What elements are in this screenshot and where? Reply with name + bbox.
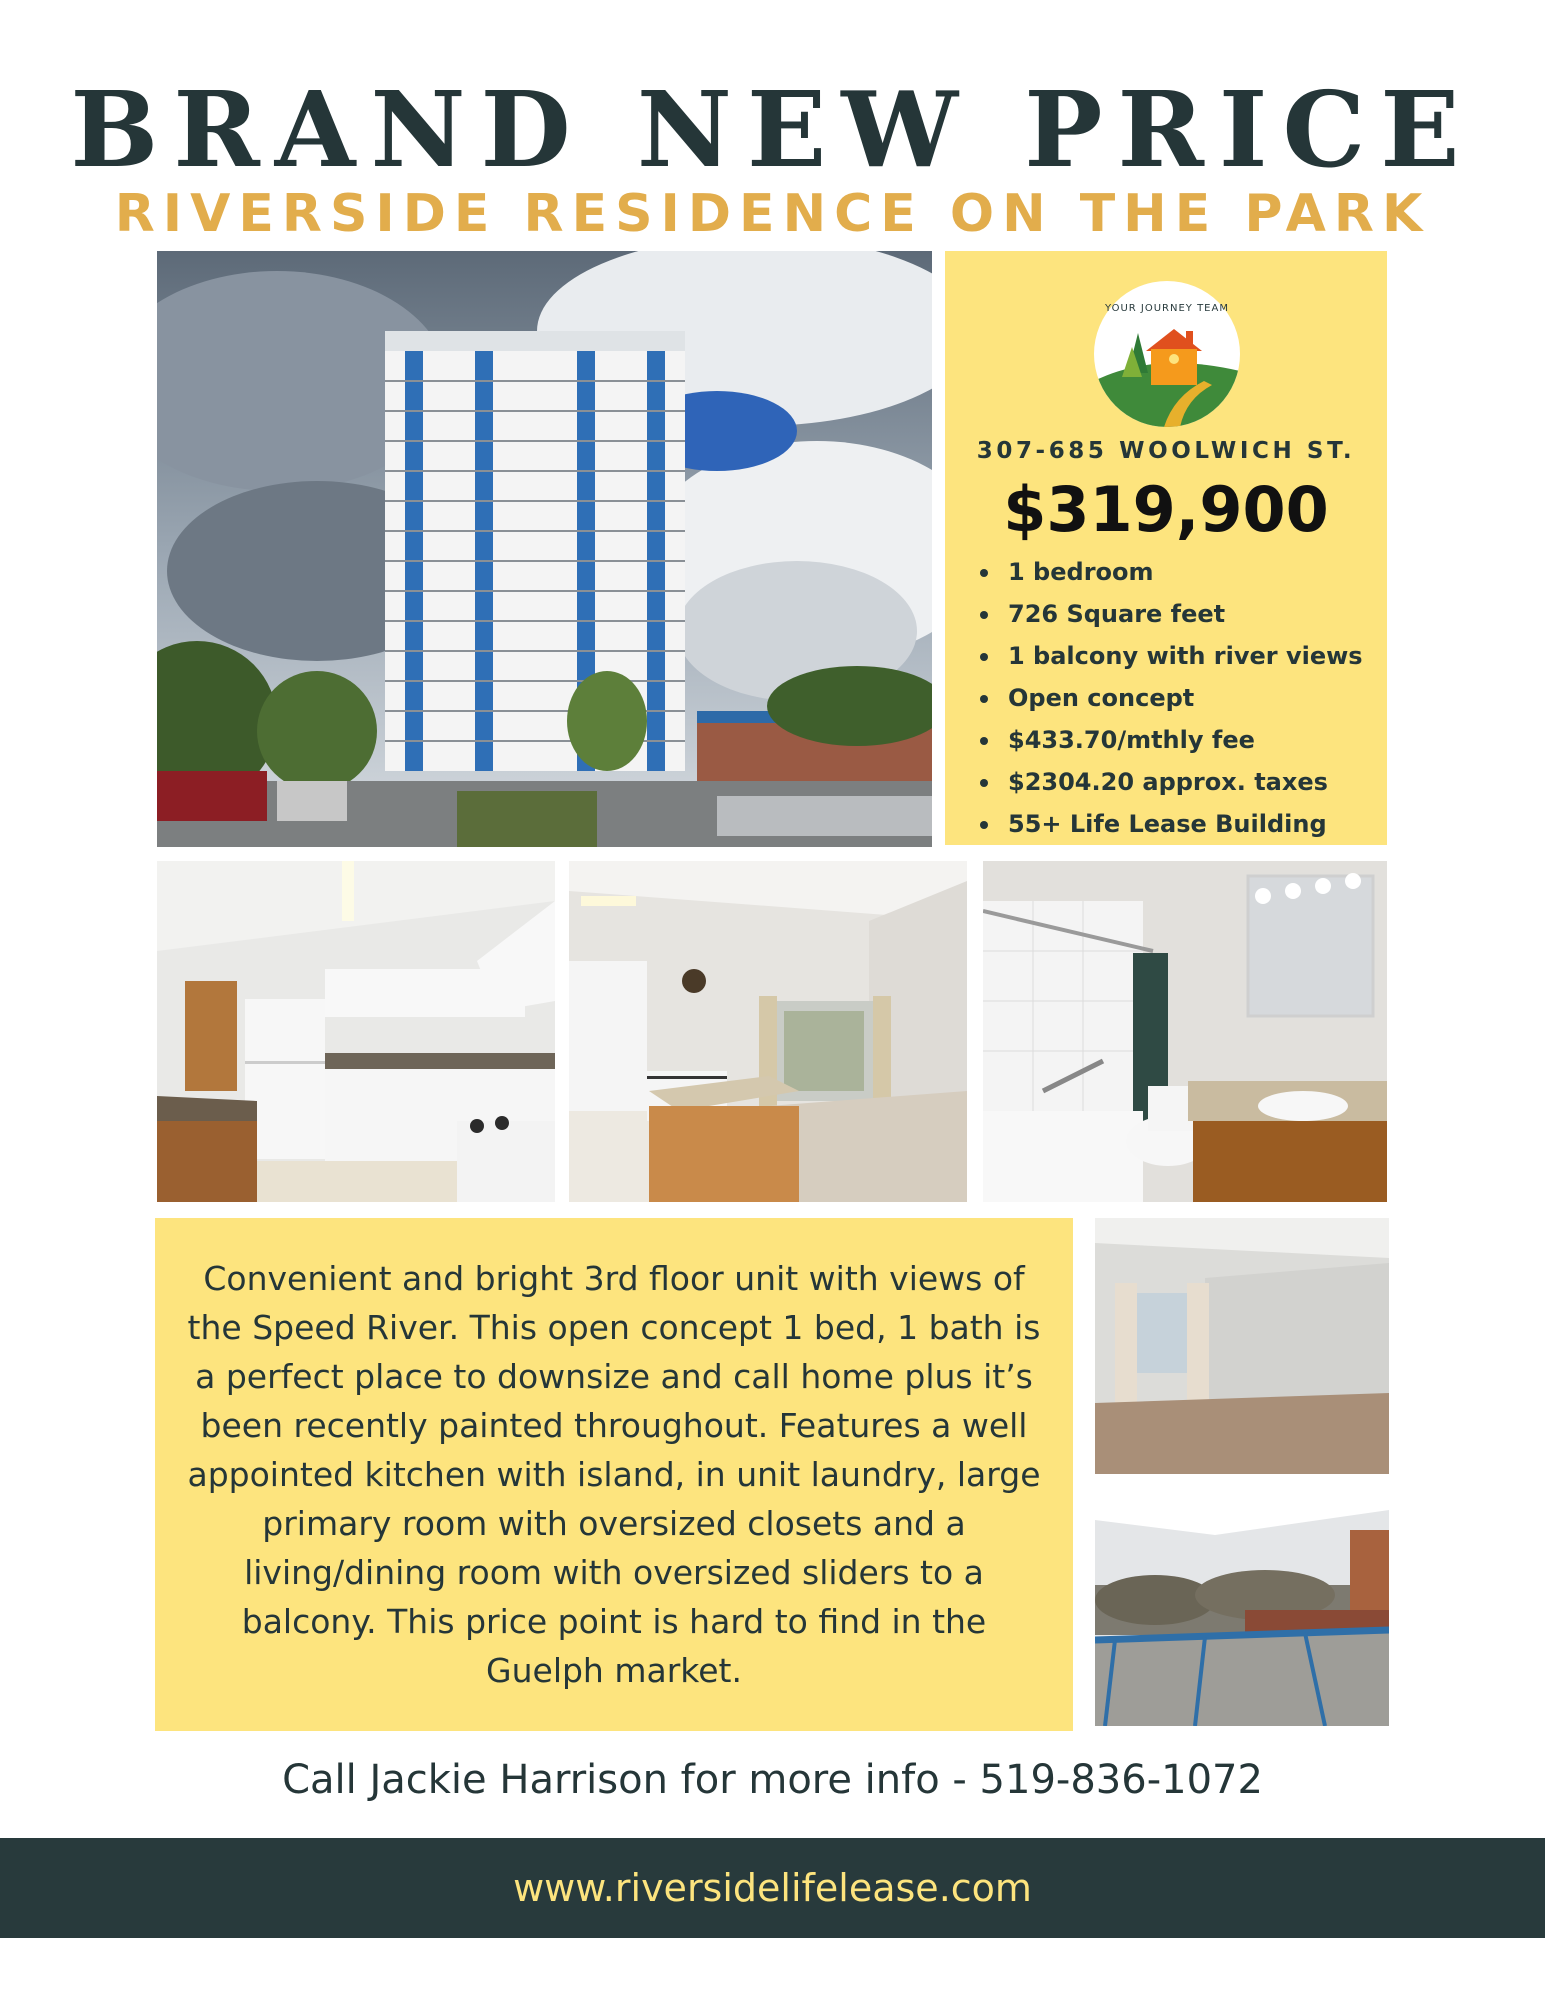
kitchen-photo — [157, 861, 555, 1202]
bedroom-photo — [1095, 1218, 1389, 1474]
description-text: Convenient and bright 3rd floor unit with views of the Speed River. This open concept 1 bed, 1 bath is a perfect place to downsize and call home plus it’s been recently painted throughout. Features a well appointed kitchen with island, in unit laundry, large primary room with oversized closets and a living/dining room with oversized sliders to a balcony. This price point is hard to find in the Guelph market. — [187, 1259, 1041, 1690]
feature-item: 726 Square feet — [978, 593, 1378, 635]
balcony-photo — [1095, 1490, 1389, 1726]
contact-line: Call Jackie Harrison for more info - 519-836-1072 — [282, 1757, 1263, 1803]
feature-item: $433.70/mthly fee — [978, 719, 1378, 761]
headline: BRAND NEW PRICE — [70, 68, 1475, 191]
feature-item: 1 balcony with river views — [978, 635, 1378, 677]
building-exterior-photo — [157, 251, 932, 847]
feature-item: $2304.20 approx. taxes — [978, 761, 1378, 803]
bathroom-photo — [983, 861, 1387, 1202]
feature-list — [978, 551, 1378, 845]
website-link[interactable]: www.riversidelifelease.com — [513, 1866, 1032, 1910]
svg-text:YOUR JOURNEY TEAM: YOUR JOURNEY TEAM — [1105, 303, 1229, 314]
subheadline: RIVERSIDE RESIDENCE ON THE PARK — [114, 184, 1431, 244]
house-logo-icon — [1094, 281, 1240, 427]
feature-item: 55+ Life Lease Building — [978, 803, 1378, 845]
living-dining-photo — [569, 861, 967, 1202]
footer-bar — [0, 1838, 1545, 1938]
listing-price: $319,900 — [1003, 473, 1329, 546]
feature-item: 1 bedroom — [978, 551, 1378, 593]
description-panel — [155, 1218, 1073, 1731]
listing-address: 307-685 WOOLWICH ST. — [976, 438, 1356, 464]
listing-info-panel — [945, 251, 1387, 845]
feature-item: Open concept — [978, 677, 1378, 719]
